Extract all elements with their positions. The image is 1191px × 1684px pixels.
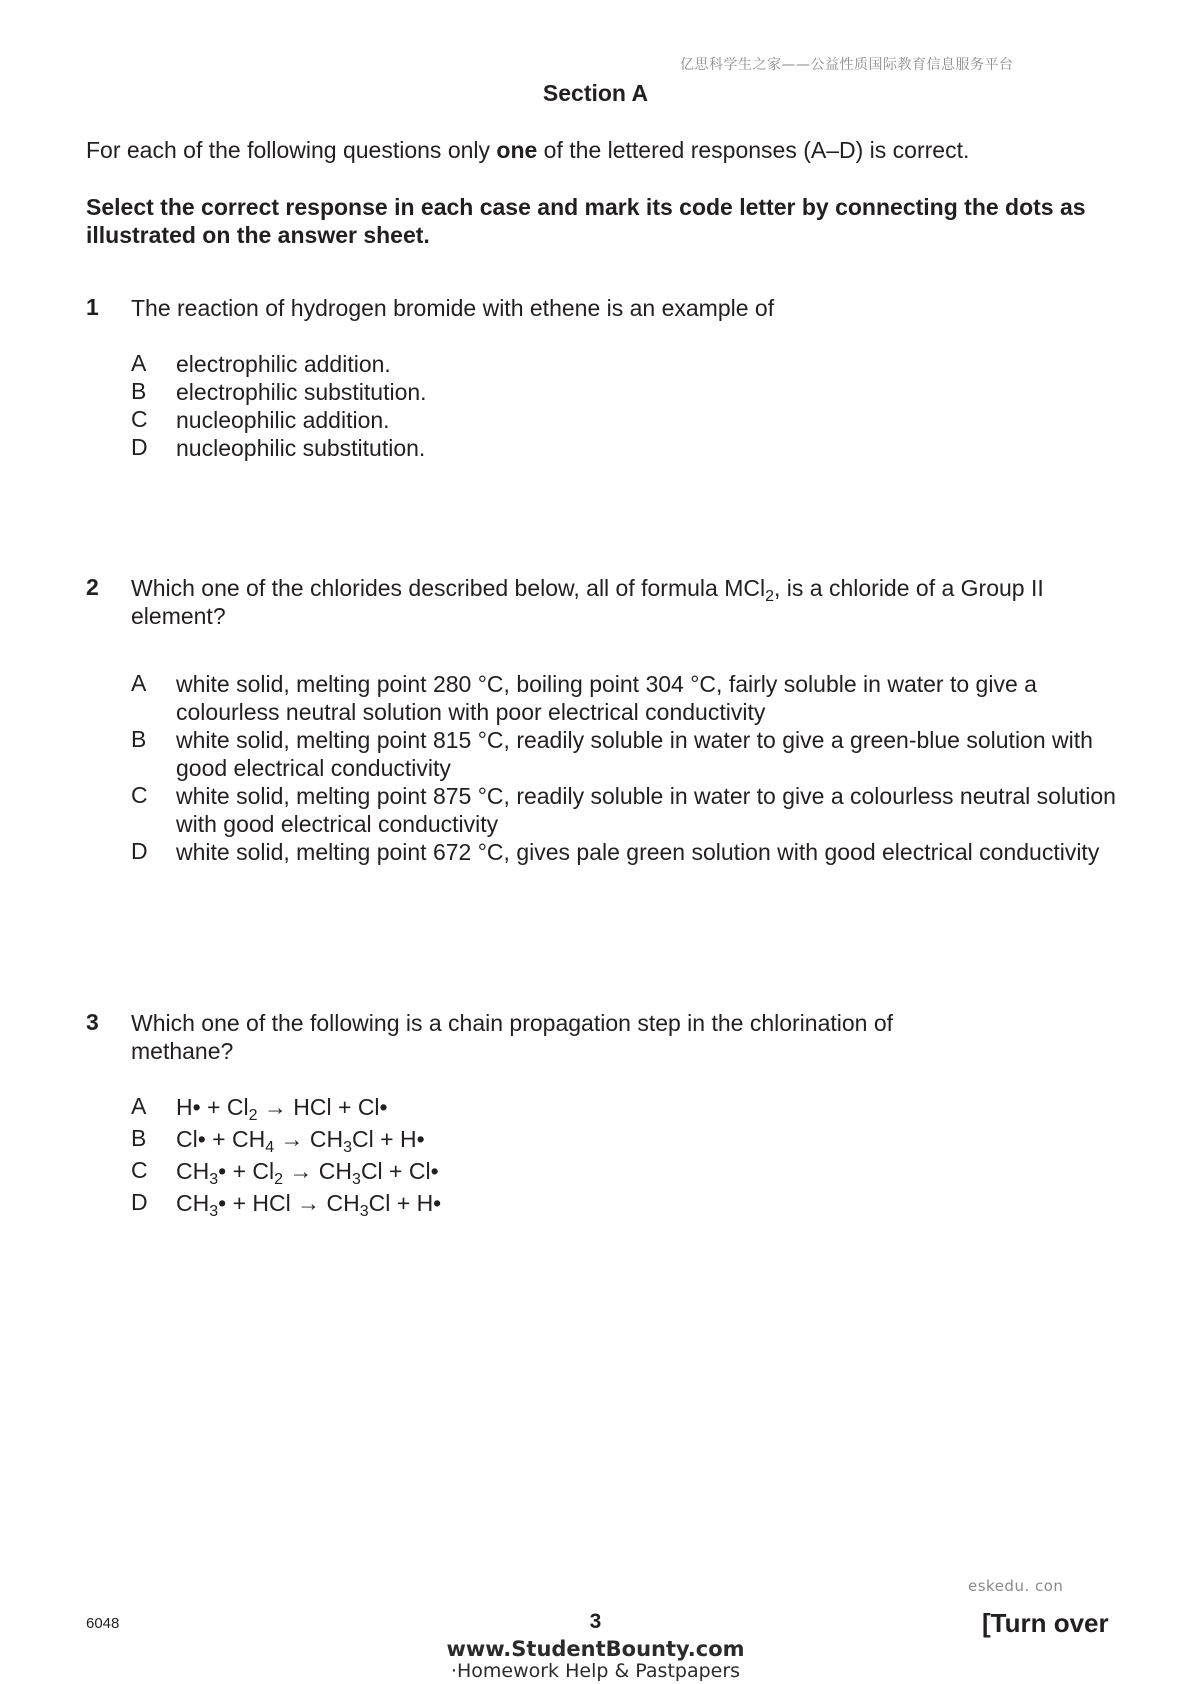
q3-option-c-equation: $CH_3• + Cl_2 \to CH_3Cl$ + Cl• <box>176 1158 439 1188</box>
q1-option-a-letter: A <box>131 350 147 376</box>
q1-option-a-text: electrophilic addition. <box>176 351 391 377</box>
turn-over-label: [Turn over <box>982 1608 1109 1638</box>
q2-option-b-text: white solid, melting point 815 °C, readily soluble in water to give a green-blue solution with good electrical conductivity <box>176 727 1093 781</box>
q3-option-d-letter: D <box>131 1189 148 1215</box>
paper-code: 6048 <box>86 1615 120 1632</box>
question-1-number: 1 <box>86 294 99 320</box>
q3-option-a-equation: H• + $Cl_2$ → HCl + Cl• <box>176 1094 388 1124</box>
q1-option-c-text: nucleophilic addition. <box>176 407 390 433</box>
q2-option-d-text: white solid, melting point 672 °C, gives pale green solution with good electrical conductivity <box>176 839 1100 865</box>
q1-option-b-letter: B <box>131 378 147 404</box>
question-3-text: Which one of the following is a chain propagation step in the chlorination of methane? <box>131 1010 894 1064</box>
q2-option-d-letter: D <box>131 838 148 864</box>
q1-option-d-letter: D <box>131 434 148 460</box>
instruction-text: Select the correct response in each case and mark its code letter by connecting the dots as illustrated on the answer sheet. <box>86 194 1086 248</box>
q2-option-b-letter: B <box>131 726 147 752</box>
q1-option-c-letter: C <box>131 406 148 432</box>
watermark-header: 亿思科学生之家——公益性质国际教育信息服务平台 <box>680 57 1014 73</box>
studentbounty-logo-text: www.StudentBounty.com <box>446 1637 745 1661</box>
q1-option-d-text: nucleophilic substitution. <box>176 435 426 461</box>
q2-option-a-text: white solid, melting point 280 °C, boiling point 304 °C, fairly soluble in water to give a colourless neutral solution with poor electrical conductivity <box>176 671 1037 725</box>
question-3-number: 3 <box>86 1009 99 1035</box>
q2-option-c-letter: C <box>131 782 148 808</box>
question-2-number: 2 <box>86 574 99 600</box>
q1-option-b-text: electrophilic substitution. <box>176 379 427 405</box>
q3-option-c-letter: C <box>131 1157 148 1183</box>
q3-option-b-letter: B <box>131 1125 147 1151</box>
q3-option-b-equation: Cl• + $CH_4 \to CH_3Cl$ + H• <box>176 1126 425 1156</box>
page-number: 3 <box>589 1610 602 1633</box>
q2-option-c-text: white solid, melting point 875 °C, readily soluble in water to give a colourless neutral solution with good electrical conductivity <box>176 783 1116 837</box>
q3-option-d-equation: $CH_3•$ + HCl → $CH_3Cl$ + H• <box>176 1190 442 1220</box>
section-title: Section A <box>542 80 649 106</box>
studentbounty-tagline: ·Homework Help & Pastpapers <box>450 1660 741 1682</box>
q2-option-a-letter: A <box>131 670 147 696</box>
q3-option-a-letter: A <box>131 1093 147 1119</box>
question-2-text: Which one of the chlorides described below, all of formula MCl$_2$, is a chloride of a Group II element? <box>131 575 1044 629</box>
question-1-text: The reaction of hydrogen bromide with ethene is an example of <box>131 295 775 321</box>
watermark-footer: eskedu. con <box>968 1577 1064 1595</box>
intro-text: For each of the following questions only one of the lettered responses (A–D) is correct. <box>86 137 970 163</box>
